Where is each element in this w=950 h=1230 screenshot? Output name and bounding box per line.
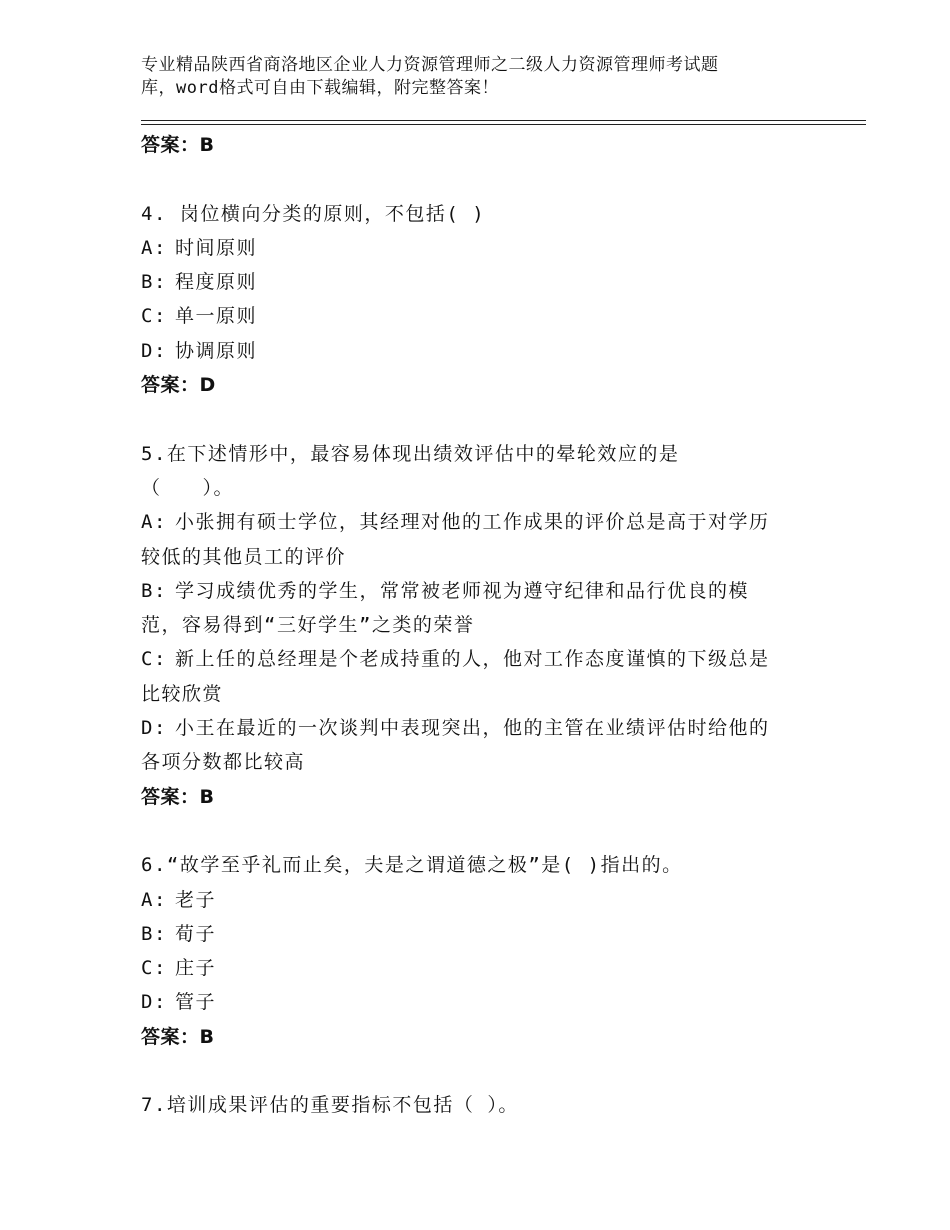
option-label: D: [141, 717, 167, 740]
answer-value: B [199, 785, 215, 808]
option-text: 时间原则 [175, 236, 258, 259]
option-label: A: [141, 511, 167, 534]
option-text: 新上任的总经理是个老成持重的人，他对工作态度谨慎的下级总是 [175, 648, 770, 671]
option-label: D: [141, 339, 167, 362]
option-d [141, 334, 831, 368]
header-title-line-1: 专业精品陕西省商洛地区企业人力资源管理师之二级人力资源管理师考试题 [141, 55, 719, 75]
option-text: 程度原则 [175, 271, 258, 294]
option-label: B: [141, 271, 167, 294]
option-text: 老子 [175, 888, 217, 911]
option-c [141, 642, 831, 676]
question-stem: 6.“故学至乎礼而止矣，夫是之谓道德之极”是( )指出的。 [141, 854, 683, 877]
question-4 [141, 197, 831, 403]
answer-value: D [199, 374, 216, 397]
option-c [141, 299, 831, 333]
question-stem-continued: （ ）。 [141, 476, 235, 499]
option-text: 协调原则 [175, 339, 258, 362]
answer-line-q3 [141, 128, 831, 162]
question-stem: 5.在下述情形中，最容易体现出绩效评估中的晕轮效应的是 [141, 442, 680, 465]
question-stem: 7.培训成果评估的重要指标不包括（ ）。 [141, 1094, 519, 1117]
option-label: C: [141, 648, 167, 671]
option-b [141, 917, 831, 951]
option-d [141, 711, 831, 745]
answer-prefix: 答案： [141, 134, 200, 156]
document-body [141, 128, 831, 1123]
option-c-continued: 比较欣赏 [141, 682, 224, 705]
option-text: 小张拥有硕士学位，其经理对他的工作成果的评价总是高于对学历 [175, 511, 770, 534]
option-label: D: [141, 991, 167, 1014]
answer-value: B [199, 1025, 215, 1048]
header-title-line-2: 库，word格式可自由下载编辑，附完整答案！ [141, 78, 499, 98]
answer-line [141, 1020, 831, 1054]
option-b [141, 265, 831, 299]
option-label: A: [141, 236, 167, 259]
option-a-continued: 较低的其他员工的评价 [141, 545, 347, 568]
answer-prefix: 答案： [141, 1025, 200, 1048]
option-text: 小王在最近的一次谈判中表现突出，他的主管在业绩评估时给他的 [175, 717, 770, 740]
option-b [141, 574, 831, 608]
option-d-continued: 各项分数都比较高 [141, 751, 306, 774]
option-d [141, 985, 831, 1019]
option-text: 学习成绩优秀的学生，常常被老师视为遵守纪律和品行优良的模 [175, 579, 750, 602]
option-text: 庄子 [175, 957, 217, 980]
option-label: B: [141, 579, 167, 602]
option-label: C: [141, 305, 167, 328]
question-5 [141, 437, 831, 814]
option-a [141, 505, 831, 539]
option-label: A: [141, 888, 167, 911]
option-label: B: [141, 922, 167, 945]
answer-value: B [199, 134, 215, 156]
answer-prefix: 答案： [141, 374, 200, 397]
option-text: 单一原则 [175, 305, 258, 328]
question-7 [141, 1088, 831, 1122]
document-header [141, 54, 801, 100]
question-stem: 4. 岗位横向分类的原则，不包括( ) [141, 202, 486, 225]
answer-prefix: 答案： [141, 785, 200, 808]
option-label: C: [141, 957, 167, 980]
option-a [141, 231, 831, 265]
header-divider-top [141, 120, 866, 121]
option-c [141, 951, 831, 985]
option-a [141, 883, 831, 917]
question-6 [141, 848, 831, 1054]
answer-line [141, 780, 831, 814]
answer-line [141, 368, 831, 402]
option-text: 管子 [175, 991, 217, 1014]
header-divider-bottom [141, 124, 866, 125]
option-b-continued: 范，容易得到“三好学生”之类的荣誉 [141, 614, 475, 637]
option-text: 荀子 [175, 922, 217, 945]
